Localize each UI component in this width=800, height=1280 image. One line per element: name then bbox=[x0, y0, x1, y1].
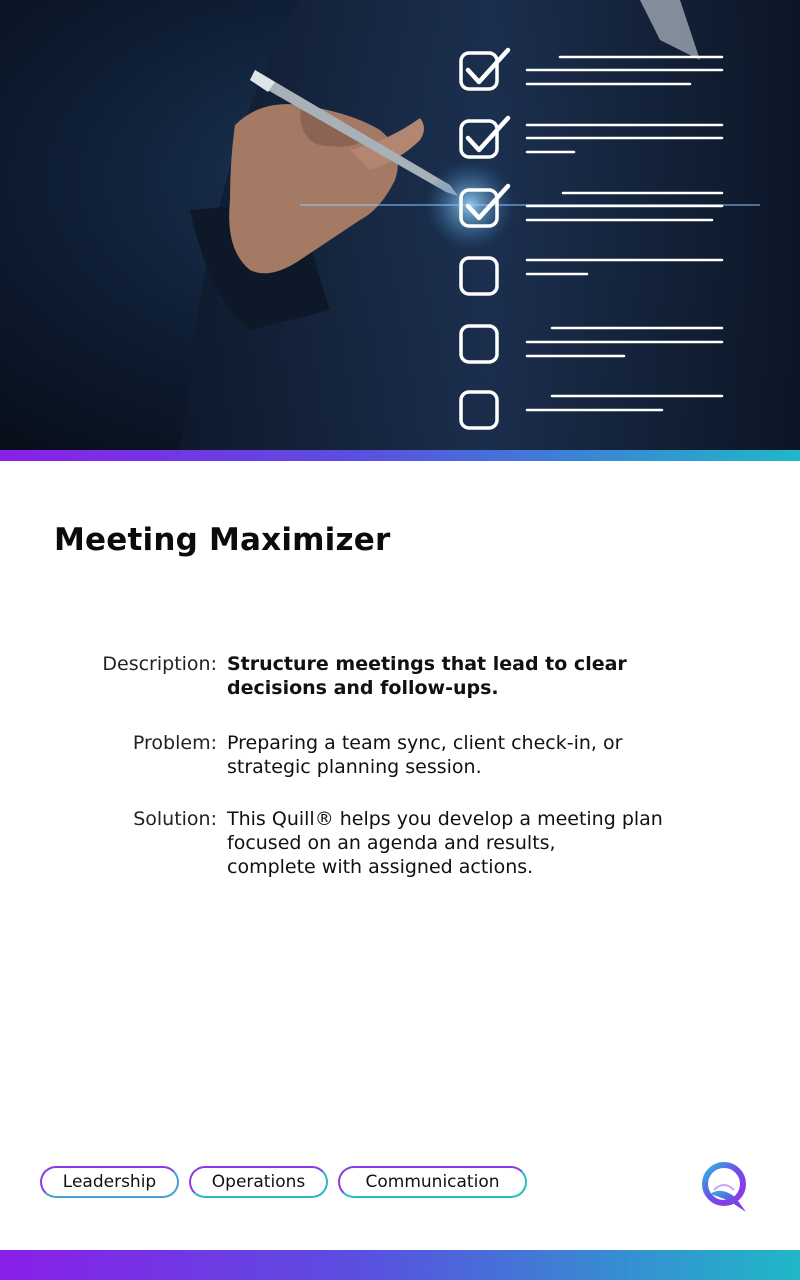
hero-image bbox=[0, 0, 800, 450]
description-value bbox=[227, 652, 747, 700]
description-label: Description: bbox=[102, 653, 217, 675]
description-line: decisions and follow-ups. bbox=[227, 677, 499, 699]
page-title: Meeting Maximizer bbox=[54, 522, 391, 558]
tag-leadership[interactable]: Leadership bbox=[40, 1166, 179, 1198]
quill-q-logo-icon bbox=[700, 1160, 750, 1214]
accent-bar-bottom bbox=[0, 1250, 800, 1280]
problem-line: strategic planning session. bbox=[227, 756, 482, 778]
solution-line: focused on an agenda and results, bbox=[227, 832, 556, 854]
problem-value bbox=[227, 731, 747, 779]
solution-line: This Quill® helps you develop a meeting plan bbox=[227, 808, 663, 830]
solution-value bbox=[227, 807, 747, 879]
problem-line: Preparing a team sync, client check-in, or bbox=[227, 732, 623, 754]
checklist-illustration bbox=[0, 0, 800, 450]
description-line: Structure meetings that lead to clear bbox=[227, 653, 627, 675]
solution-label: Solution: bbox=[133, 808, 217, 830]
problem-label: Problem: bbox=[132, 732, 217, 754]
tag-communication[interactable]: Communication bbox=[338, 1166, 527, 1198]
accent-bar-top bbox=[0, 450, 800, 461]
solution-line: complete with assigned actions. bbox=[227, 856, 534, 878]
tag-operations[interactable]: Operations bbox=[189, 1166, 328, 1198]
